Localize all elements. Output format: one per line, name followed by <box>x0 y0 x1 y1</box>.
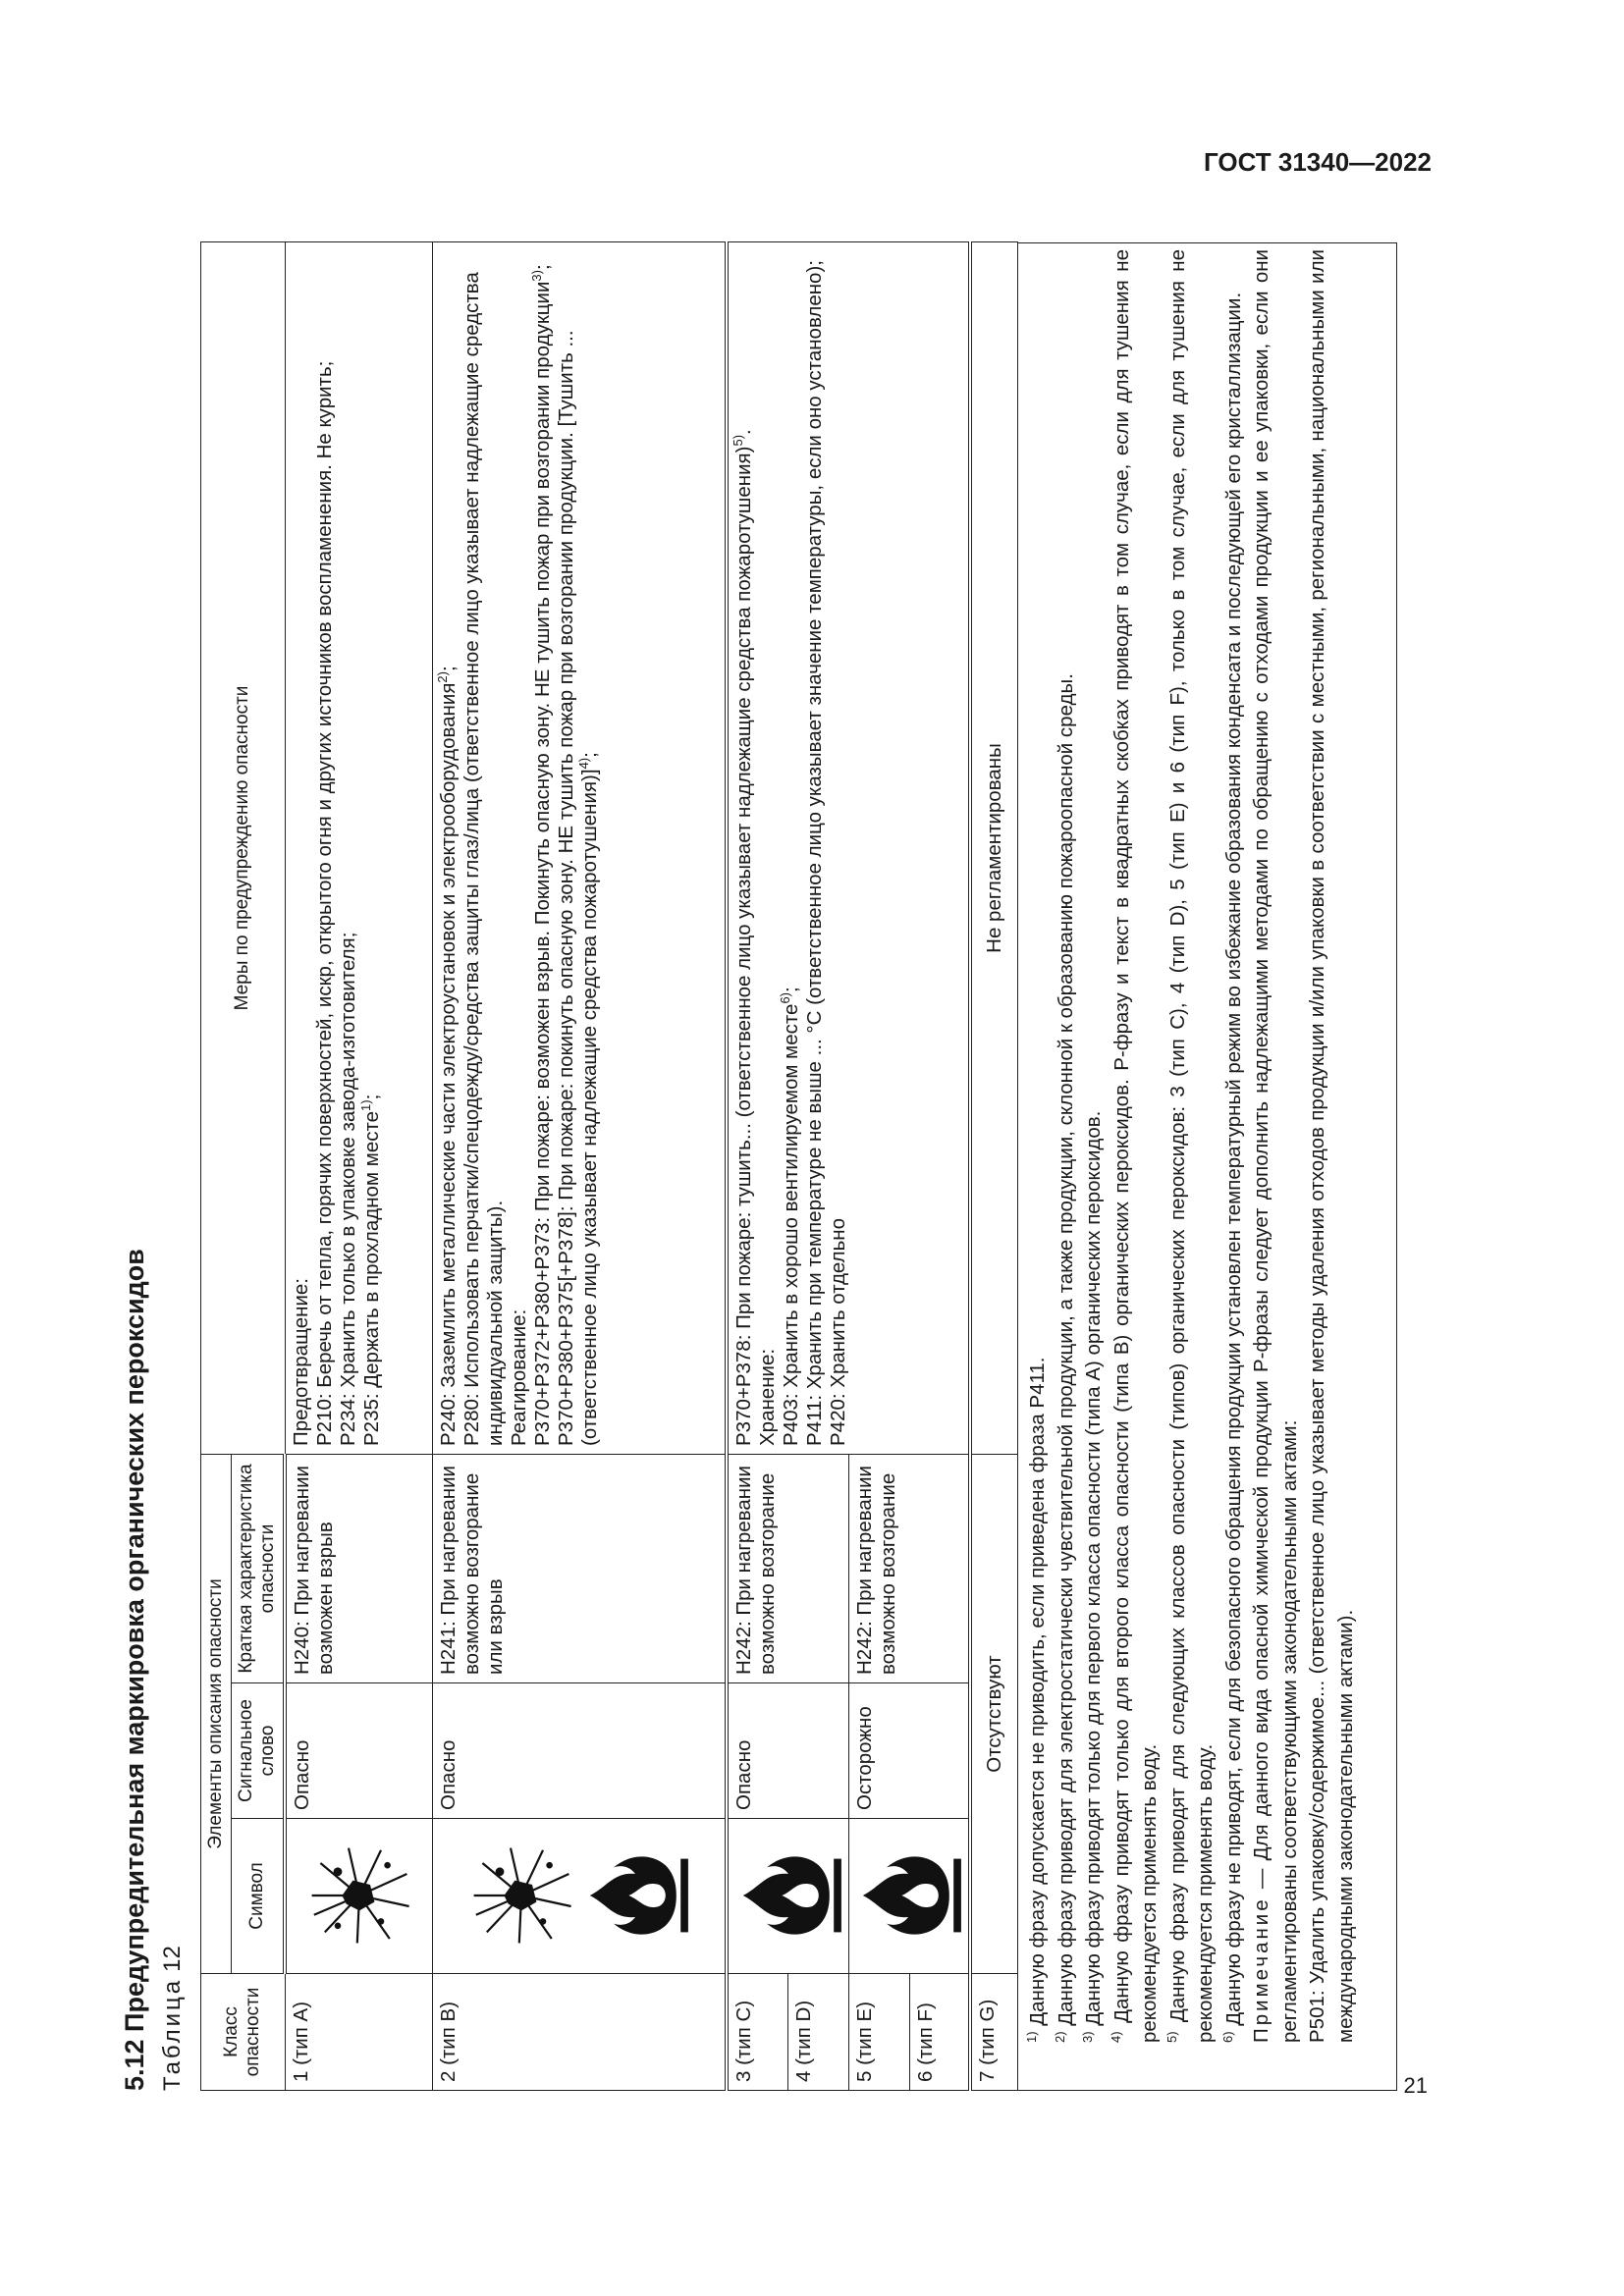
footnote: $^{6)}$ Данную фразу не приводят, если для безопасного обращения продукции установлен температурный режим во избежание образования конденсата и последующей его кристаллизации. <box>1219 292 1245 2043</box>
measure-line: P370+P380+P375[+P378]: При пожаре: покинуть опасную зону. НЕ тушить пожар при возгорании продукции. [Тушить ... (ответственное лицо указывает надлежащие средства пожаротушения)]$^{4)}$; <box>554 330 601 1446</box>
table-row <box>727 242 787 2091</box>
flame-icon <box>734 1842 842 1950</box>
header-row-1 <box>201 242 232 2091</box>
measure-line: P234: Хранить только в упаковке завода-изготовителя; <box>336 932 359 1446</box>
rotated-content <box>118 128 1473 2091</box>
footnotes <box>1018 241 1366 2090</box>
header-measures: Меры по предупреждению опасности <box>201 242 286 1455</box>
footnote-ref: 4) <box>575 757 591 770</box>
footnote: $^{1)}$ Данную фразу допускается не приводить, если приведена фраза P411. <box>1024 1357 1049 2043</box>
footnote-ref: 2) <box>434 671 450 683</box>
header-symbol: Символ <box>232 1819 286 1974</box>
measure-line: Предотвращение: <box>289 1278 312 1446</box>
symbol-cell <box>848 1819 970 1974</box>
measures-cell <box>285 242 432 1455</box>
class-cell: 4 (тип D) <box>787 1974 848 2091</box>
hazard-table <box>200 241 1018 2091</box>
class-cell: 7 (тип G) <box>970 1974 1017 2091</box>
header-elements-group: Элементы описания опасности <box>201 1455 232 1974</box>
measure-line: P420: Хранить отдельно <box>827 1218 849 1446</box>
measures-cell <box>432 242 727 1455</box>
measure-line: P370+P372+P380+P373: При пожаре: возможен взрыв. Покинуть опасную зону. НЕ тушить пожар при возгорании продукции$^{3)}$; <box>528 264 554 1446</box>
class-cell: 1 (тип A) <box>285 1974 432 2091</box>
note: Примечание — Для данного вида опасной химической продукции P-фразы следует дополнить надлежащими методами по обращению с отходами продукции и ее упаковки, если они регламентированы соответствующими законодательными актами: <box>1250 249 1301 2043</box>
measure-line: P280: Использовать перчатки/спецодежду/средства защиты глаз/лица (ответственное лицо указывает надлежащие средства индивидуальной защиты). <box>460 272 507 1446</box>
table-row <box>432 242 727 2091</box>
signal-word-cell: Опасно <box>727 1683 848 1819</box>
footnote: $^{4)}$ Данную фразу приводят только для второго класса опасности (типа B) органических пероксидов. P-фразу и текст в квадратных скобках приводят в том случае, если для тушения не рекомендуется применять воду. <box>1108 249 1161 2043</box>
exploding-bomb-icon <box>467 1842 575 1950</box>
symbol-cell <box>285 1819 432 1974</box>
absent-cell: Отсутствуют <box>970 1455 1017 1974</box>
measures-cell <box>727 242 970 1455</box>
brief-cell: H242: При нагревании возможно возгорание <box>848 1455 970 1683</box>
symbol-cell <box>727 1819 848 1974</box>
footnote-ref: 1) <box>357 1099 373 1111</box>
table-caption-word: Таблица <box>159 1977 186 2091</box>
measure-line: Хранение: <box>756 1348 779 1446</box>
measure-line: P370+P378: При пожаре: тушить... (ответственное лицо указывает надлежащие средства пожаротушения)$^{5)}$. <box>731 429 755 1446</box>
footnote: $^{3)}$ Данную фразу приводят только для первого класса опасности (типа A) органических пероксидов. <box>1080 1110 1105 2043</box>
footnotes-box <box>1018 242 1397 2091</box>
measure-line: P240: Заземлить металлические части электроустановок и электрооборудования$^{2)}$; <box>434 666 460 1446</box>
brief-cell: H242: При нагревании возможно возгорание <box>727 1455 848 1683</box>
table-row <box>970 242 1017 2091</box>
not-regulated-cell: Не регламентированы <box>970 242 1017 1455</box>
footnote: $^{2)}$ Данную фразу приводят для электростатически чувствительной продукции, а также продукции, склонной к образованию пожароопасной среды. <box>1052 673 1077 2043</box>
class-cell: 3 (тип C) <box>727 1974 787 2091</box>
footnote-ref: 3) <box>528 270 544 282</box>
table-caption-number: 12 <box>159 1946 186 1972</box>
page-number: 21 <box>1403 2073 1428 2098</box>
header-brief: Краткая характеристика опасности <box>232 1455 286 1683</box>
flame-icon <box>854 1842 962 1950</box>
measure-line: P403: Хранить в хорошо вентилируемом месте$^{6)}$; <box>778 987 802 1446</box>
class-cell: 6 (тип F) <box>909 1974 970 2091</box>
signal-word-cell: Осторожно <box>848 1683 970 1819</box>
note-label: Примечание <box>1250 1896 1272 2043</box>
brief-cell: H240: При нагревании возможен взрыв <box>285 1455 432 1683</box>
table-caption <box>157 1946 189 2091</box>
header-signal-word: Сигнальное слово <box>232 1683 286 1819</box>
measure-line: P235: Держать в прохладном месте$^{1)}$; <box>357 1094 383 1446</box>
flame-icon <box>581 1842 689 1950</box>
symbol-cell <box>432 1819 727 1974</box>
exploding-bomb-icon <box>305 1842 413 1950</box>
measure-line: P411: Хранить при температуре не выше ... °С (ответственное лицо указывает значение температуры, если оно установлено); <box>803 260 826 1446</box>
class-cell: 5 (тип E) <box>848 1974 909 2091</box>
class-cell: 2 (тип B) <box>432 1974 727 2091</box>
footnote-ref: 5) <box>731 434 746 447</box>
brief-cell: H241: При нагревании возможно возгорание или взрыв <box>432 1455 727 1683</box>
standard-code: ГОСТ 31340—2022 <box>1204 147 1432 177</box>
table-row <box>285 242 432 2091</box>
signal-word-cell: Опасно <box>285 1683 432 1819</box>
note-p501: P501: Удалить упаковку/содержимое... (ответственное лицо указывает методы удаления отходов продукции и/или упаковки в соответствии с местными, региональными, национальными или международными законодательными актами). <box>1306 249 1357 2043</box>
measure-line: P210: Беречь от тепла, горячих поверхностей, искр, открытого огня и других источников воспламенения. Не курить; <box>312 360 336 1446</box>
section-title: 5.12 Предупредительная маркировка органических пероксидов <box>120 1249 149 2091</box>
footnote: $^{5)}$ Данную фразу приводят для следующих классов опасности (типов) органических пероксидов: 3 (тип C), 4 (тип D), 5 (тип E) и 6 (тип F), только в том случае, если для тушения не рекомендуется применять воду. <box>1164 249 1217 2043</box>
signal-word-cell: Опасно <box>432 1683 727 1819</box>
footnote-ref: 6) <box>778 991 793 1004</box>
measure-line: Реагирование: <box>507 1308 530 1446</box>
header-class: Класс опасности <box>201 1974 286 2091</box>
